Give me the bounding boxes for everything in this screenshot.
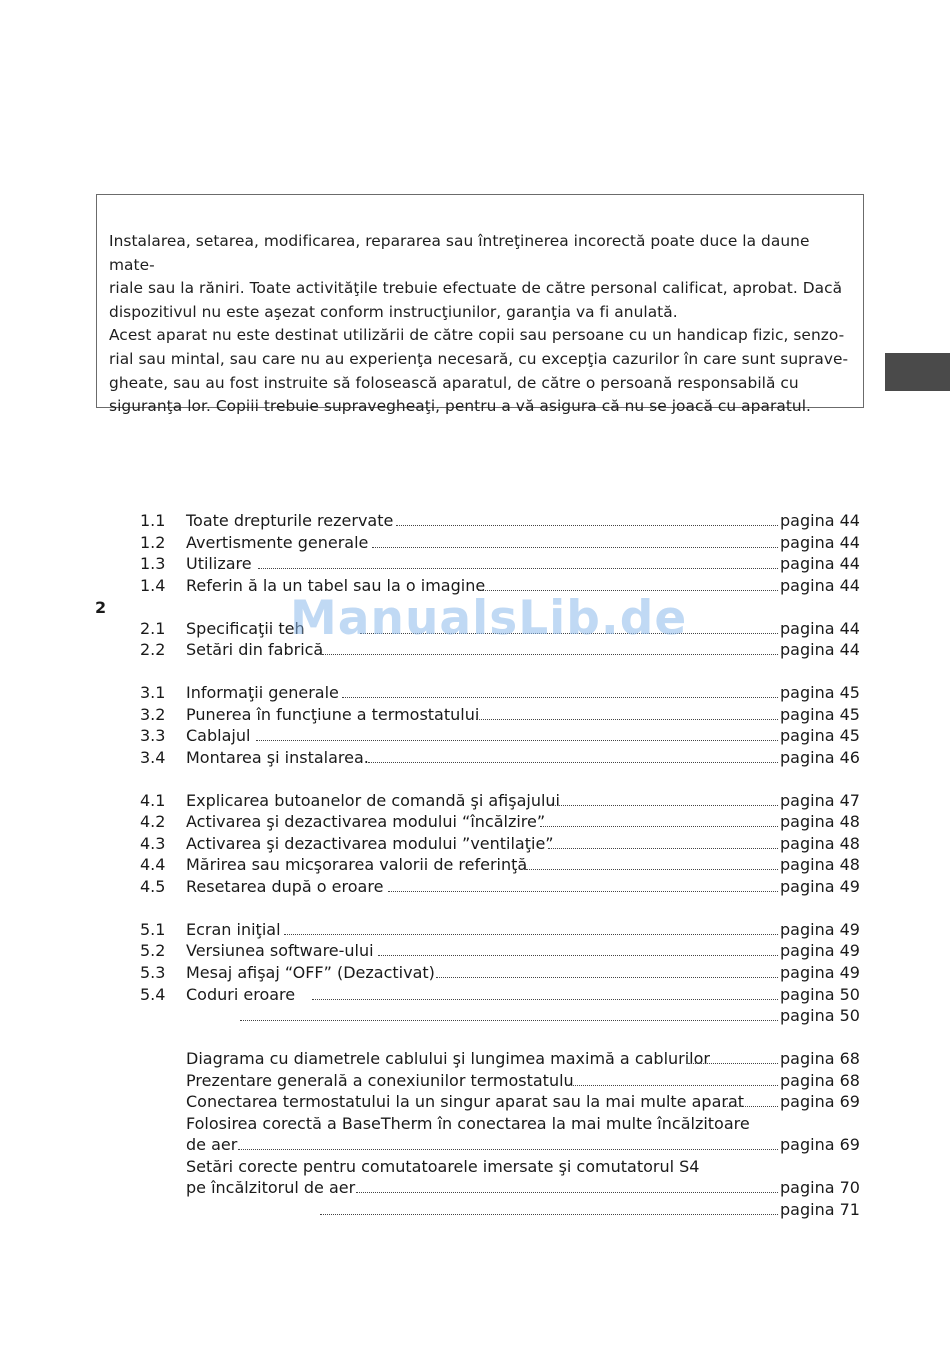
- toc-entry[interactable]: [0, 533, 950, 555]
- toc-entry-title: Diagrama cu diametrele cablului şi lungimea maximă a cablurilor: [186, 1049, 710, 1068]
- toc-entry-title: Avertismente generale: [186, 533, 369, 552]
- toc-entry[interactable]: [0, 920, 950, 942]
- toc-entry-title: Toate drepturile rezervate: [186, 511, 394, 530]
- toc-entry[interactable]: [0, 554, 950, 576]
- chapter-marker: 2: [95, 598, 107, 617]
- toc-entry-page: pagina 50: [780, 1006, 860, 1025]
- toc-entry[interactable]: [0, 985, 950, 1007]
- toc-entry-number: 4.5: [140, 877, 166, 896]
- toc-entry-page: pagina 50: [780, 985, 860, 1004]
- toc-entry-page: pagina 44: [780, 554, 860, 573]
- toc-entry-page: pagina 48: [780, 812, 860, 831]
- toc-entry-number: 3.3: [140, 726, 166, 745]
- toc-entry-title: Activarea şi dezactivarea modului ”ventilaţie”: [186, 834, 554, 853]
- toc-entry-title: Resetarea după o eroare: [186, 877, 384, 896]
- toc-entry-number: 3.2: [140, 705, 166, 724]
- toc-leader-dots: [256, 740, 778, 741]
- toc-entry-title: Conectarea termostatului la un singur aparat sau la mai multe aparat: [186, 1092, 745, 1111]
- toc-entry[interactable]: [0, 1157, 950, 1179]
- toc-entry-title: Utilizare: [186, 554, 252, 573]
- toc-entry-title: Informaţii generale: [186, 683, 339, 702]
- toc-entry-page: pagina 44: [780, 640, 860, 659]
- toc-leader-dots: [372, 547, 778, 548]
- toc-entry-number: 3.1: [140, 683, 166, 702]
- toc-leader-dots: [476, 719, 778, 720]
- toc-entry[interactable]: [0, 748, 950, 770]
- toc-entry[interactable]: [0, 791, 950, 813]
- toc-entry-page: pagina 45: [780, 683, 860, 702]
- toc-entry-page: pagina 69: [780, 1135, 860, 1154]
- toc-entry[interactable]: [0, 683, 950, 705]
- toc-entry-title: Mărirea sau micşorarea valorii de referinţă: [186, 855, 528, 874]
- toc-entry-page: pagina 45: [780, 705, 860, 724]
- toc-entry-number: 1.4: [140, 576, 166, 595]
- toc-leader-dots: [320, 1214, 778, 1215]
- toc-leader-dots: [688, 1063, 778, 1064]
- toc-entry-number: 2.1: [140, 619, 166, 638]
- warning-notice-text: Instalarea, setarea, modificarea, repararea sau întreţinerea incorectă poate duce la daune mate- riale sau la răniri. Toate activităţile trebuie efectuate de către personal calificat, aprobat. Dacă dispozitivul nu este aşezat conform instrucţiunilor, garanţia va fi anulată. Acest aparat nu este destinat utilizării de către copii sau persoane cu un handicap fizic, senzo- rial sau mintal, sau care nu au experienţa necesară, cu excepţia cazurilor în care sunt suprave- gheate, sau au fost instruite să folosească aparatul, de către o persoană responsabilă cu siguranţa lor. Copiii trebuie supravegheaţi, pentru a vă asigura că nu se joacă cu aparatul.: [109, 232, 849, 416]
- toc-entry[interactable]: [0, 855, 950, 877]
- toc-leader-dots: [240, 1020, 778, 1021]
- toc-leader-dots: [322, 654, 778, 655]
- toc-entry-title: Mesaj afişaj “OFF” (Dezactivat): [186, 963, 435, 982]
- toc-entry-title: Versiunea software-ului: [186, 941, 374, 960]
- toc-entry-page: pagina 49: [780, 877, 860, 896]
- toc-entry-number: 5.4: [140, 985, 166, 1004]
- toc-entry-title: Specificaţii teh: [186, 619, 305, 638]
- toc-leader-dots: [724, 1106, 778, 1107]
- watermark: ManualsLib.de: [290, 591, 688, 646]
- toc-entry-number: 5.3: [140, 963, 166, 982]
- toc-entry-title: Setări corecte pentru comutatoarele imersate şi comutatorul S4: [186, 1157, 700, 1176]
- toc-entry-page: pagina 44: [780, 576, 860, 595]
- toc-leader-dots: [342, 697, 778, 698]
- toc-entry-title: de aer: [186, 1135, 238, 1154]
- toc-entry-title: Setări din fabrică: [186, 640, 324, 659]
- toc-entry-page: pagina 70: [780, 1178, 860, 1197]
- toc-leader-dots: [312, 999, 778, 1000]
- toc-entry[interactable]: [0, 1114, 950, 1136]
- toc-entry[interactable]: [0, 1006, 950, 1028]
- toc-entry-page: pagina 49: [780, 920, 860, 939]
- toc-entry-number: 1.2: [140, 533, 166, 552]
- toc-entry-title: Activarea şi dezactivarea modului “încălzire”: [186, 812, 546, 831]
- toc-entry-page: pagina 44: [780, 511, 860, 530]
- toc-entry-page: pagina 69: [780, 1092, 860, 1111]
- toc-leader-dots: [552, 805, 778, 806]
- toc-entry-title: Referin ă la un tabel sau la o imagine: [186, 576, 486, 595]
- toc-entry-page: pagina 44: [780, 619, 860, 638]
- toc-leader-dots: [526, 869, 778, 870]
- toc-entry-number: 1.1: [140, 511, 166, 530]
- toc-entry-number: 3.4: [140, 748, 166, 767]
- toc-entry[interactable]: [0, 941, 950, 963]
- toc-entry-number: 4.2: [140, 812, 166, 831]
- toc-entry[interactable]: [0, 1092, 950, 1114]
- toc-entry[interactable]: [0, 511, 950, 533]
- toc-entry-number: 1.3: [140, 554, 166, 573]
- toc-leader-dots: [284, 934, 778, 935]
- toc-entry[interactable]: [0, 812, 950, 834]
- toc-entry-title: Coduri eroare: [186, 985, 296, 1004]
- toc-entry-title: Montarea şi instalarea.: [186, 748, 369, 767]
- toc-leader-dots: [396, 525, 778, 526]
- toc-leader-dots: [436, 977, 778, 978]
- toc-entry-page: pagina 68: [780, 1071, 860, 1090]
- toc-entry-page: pagina 49: [780, 941, 860, 960]
- toc-entry-title: Punerea în funcţiune a termostatului: [186, 705, 480, 724]
- toc-leader-dots: [540, 826, 778, 827]
- toc-entry-page: pagina 46: [780, 748, 860, 767]
- toc-entry[interactable]: [0, 1049, 950, 1071]
- toc-entry[interactable]: [0, 963, 950, 985]
- toc-leader-dots: [378, 955, 778, 956]
- toc-entry[interactable]: [0, 1178, 950, 1200]
- toc-entry-page: pagina 48: [780, 834, 860, 853]
- toc-entry-title: pe încălzitorul de aer: [186, 1178, 356, 1197]
- toc-leader-dots: [356, 1192, 778, 1193]
- toc-entry-page: pagina 68: [780, 1049, 860, 1068]
- toc-entry-page: pagina 44: [780, 533, 860, 552]
- toc-entry-title: Ecran iniţial: [186, 920, 281, 939]
- toc-entry-page: pagina 47: [780, 791, 860, 810]
- toc-entry[interactable]: [0, 1200, 950, 1222]
- toc-entry-title: Explicarea butoanelor de comandă şi afişajului: [186, 791, 560, 810]
- toc-leader-dots: [566, 1085, 778, 1086]
- toc-entry[interactable]: [0, 705, 950, 727]
- toc-entry-number: 5.1: [140, 920, 166, 939]
- toc-leader-dots: [238, 1149, 778, 1150]
- toc-entry-number: 4.1: [140, 791, 166, 810]
- toc-entry[interactable]: [0, 1135, 950, 1157]
- toc-entry-page: pagina 71: [780, 1200, 860, 1219]
- toc-entry-number: 5.2: [140, 941, 166, 960]
- toc-entry-title: Folosirea corectă a BaseTherm în conectarea la mai multe încălzitoare: [186, 1114, 750, 1133]
- toc-entry-number: 4.3: [140, 834, 166, 853]
- toc-entry[interactable]: [0, 877, 950, 899]
- toc-entry-title: Cablajul: [186, 726, 251, 745]
- toc-entry[interactable]: [0, 1071, 950, 1093]
- toc-leader-dots: [388, 891, 778, 892]
- toc-entry-number: 4.4: [140, 855, 166, 874]
- toc-leader-dots: [548, 848, 778, 849]
- toc-entry-page: pagina 45: [780, 726, 860, 745]
- toc-entry-page: pagina 48: [780, 855, 860, 874]
- toc-entry-number: 2.2: [140, 640, 166, 659]
- toc-leader-dots: [368, 762, 778, 763]
- toc-entry[interactable]: [0, 726, 950, 748]
- toc-leader-dots: [258, 568, 778, 569]
- toc-entry-page: pagina 49: [780, 963, 860, 982]
- toc-entry[interactable]: [0, 834, 950, 856]
- toc-entry-title: Prezentare generală a conexiunilor termostatulu: [186, 1071, 574, 1090]
